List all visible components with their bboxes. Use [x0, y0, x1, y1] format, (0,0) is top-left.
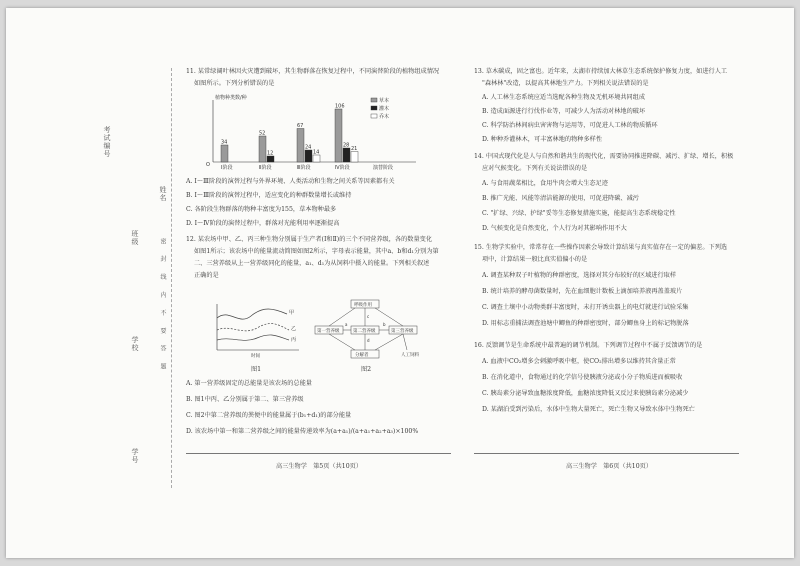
q13-option-a: A. 人工林生态系统应适当选配各种生物及无机环境共同组成 — [482, 94, 646, 101]
q15-option-b: B. 统计培养的酵母菌数量时，先在血细胞计数板上滴加培养液再盖盖玻片 — [482, 288, 683, 295]
legend-swatch — [371, 98, 377, 102]
svg-text:分解者: 分解者 — [355, 353, 369, 358]
figure-2-caption: 图2 — [361, 366, 372, 373]
bar-乔木 — [351, 152, 358, 163]
class-label: 班级 — [131, 230, 139, 246]
left-footer-rule — [186, 453, 451, 454]
seal-line-text: 密 封 线 内 不 要 答 题 — [159, 238, 166, 375]
bar-value-label: 67 — [297, 123, 304, 129]
svg-text:时间: 时间 — [251, 354, 260, 359]
bar-草本 — [221, 145, 228, 162]
q15-option-c: C. 调查土壤中小动物类群丰富度时，未打开诱虫器上的电灯就进行试验采集 — [482, 304, 689, 311]
q12-stem: 12. 某农场中甲、乙、丙三种生物分别属于生产者(Ⅰ和Ⅱ)的三个不同营养级，各的数量变化 — [186, 236, 433, 243]
q13-option-d: D. 种种乔灌林木，可丰富林地的物种多样性 — [482, 136, 603, 143]
q11-stem: 11. 某常绿阔叶林因火灾遭到破坏，其生物群落在恢复过程中，不同演替阶段的植物组成情况 — [186, 68, 440, 75]
q16-option-a: A. 血液中CO₂增多会刺激呼吸中枢，使CO₂排出增多以维持其含量正常 — [482, 358, 676, 365]
svg-text:c: c — [367, 314, 370, 319]
legend-swatch — [371, 114, 377, 118]
q12-option-b: B. 图1中丙、乙分别属于第二、第三营养级 — [186, 396, 304, 403]
q16-option-b: B. 在消化道中，食物通过的化学信号使胰液分泌或小分子物质进而被吸收 — [482, 374, 683, 381]
right-footer-rule — [474, 453, 739, 454]
q15-stem: 15. 生物学实验中，常常存在一些操作因素会导致计算结果与真实值存在一定的偏差。下列选 — [474, 244, 728, 251]
seal-line — [171, 68, 172, 488]
x-extra-label: 演替阶段 — [373, 165, 394, 170]
category-label: Ⅱ阶段 — [259, 165, 272, 170]
q11-option-c: C. 各阶段生物群落的物种丰富度为155，草本物种最多 — [186, 206, 337, 213]
svg-text:呼吸作用: 呼吸作用 — [354, 303, 372, 308]
bar-value-label: 28 — [343, 142, 350, 149]
bar-灌木 — [305, 150, 312, 162]
q12-option-d: D. 该农场中第一和第二营养级之间的能量传递效率为(a+a₁)/(a+a₁+a₂+a₃)×100% — [186, 428, 419, 435]
bar-value-label: 106 — [335, 103, 345, 110]
svg-text:第三营养级: 第三营养级 — [391, 329, 414, 334]
q12-option-c: C. 图2中第二营养级的粪便中的能量属于(b₁+d₁)的部分能量 — [186, 412, 352, 419]
name-label: 姓名 — [159, 186, 167, 202]
svg-text:乙: 乙 — [291, 326, 297, 332]
q13-option-b: B. 造成面源进行行伐作业等，可减少人为活动对林地的破坏 — [482, 108, 646, 115]
svg-text:丙: 丙 — [291, 337, 297, 343]
q12-stem-4: 正确的是 — [194, 272, 219, 279]
figure-1-caption: 图1 — [251, 366, 262, 373]
q12-stem-3: 二、三营养级从上一营养级同化的能量，a₁、d₁为从饲料中摄入的能量。下列相关叙述 — [194, 260, 430, 267]
q12-figure-1 — [211, 300, 301, 360]
q13-stem: 13. 草木碳成，固之富也。近年来，太湖市持续加大林草生态系统保护修复力度，如进行人工 — [474, 68, 728, 75]
q13-option-c: C. 科学防治林间病虫害害物与运用等，可促进人工林的物质循环 — [482, 122, 658, 129]
q12-stem-2: 如图1所示；该农场中的能量流动简图如图2所示，字母表示能量，其中a、b和d₁分别为第 — [194, 248, 439, 255]
right-page-footer: 高三生物学 第6页（共10页） — [566, 463, 653, 470]
svg-text:第一营养级: 第一营养级 — [317, 329, 340, 334]
bar-value-label: 24 — [305, 144, 312, 151]
q16-option-d: D. 某湖泊受到污染后，水体中生物大量死亡，死亡生物又导致水体中生物死亡 — [482, 406, 695, 413]
q16-stem: 16. 反馈调节是生命系统中最普遍的调节机制。下列调节过程中不属于反馈调节的是 — [474, 342, 703, 349]
q12-option-a: A. 第一营养级固定的总能量是该农场的总能量 — [186, 380, 312, 387]
bar-草本 — [335, 109, 342, 162]
exam-number-label: 考试编号 — [103, 126, 111, 158]
svg-text:a: a — [345, 322, 348, 327]
q14-option-c: C. "扩绿、兴绿、护绿"妥等生态修复措施实施，能提高生态系统稳定性 — [482, 210, 676, 217]
q11-bar-chart — [201, 90, 431, 170]
bar-乔木 — [313, 155, 320, 162]
svg-text:d: d — [367, 338, 370, 343]
bar-灌木 — [267, 156, 274, 162]
q12-figure-2 — [311, 296, 431, 364]
legend-label: 乔木 — [379, 114, 390, 120]
svg-text:b: b — [383, 322, 386, 327]
q14-option-d: D. 气候变化是自然变化，个人行为对其影响作用不大 — [482, 225, 627, 232]
left-page-footer: 高三生物学 第5页（共10页） — [276, 463, 363, 470]
svg-text:甲: 甲 — [289, 310, 295, 316]
q15-option-a: A. 调查某种双子叶植物的种群密度，选择对其分布较好的区域进行取样 — [482, 272, 677, 279]
chart-y-label: 植物种类数/种 — [215, 95, 247, 101]
bar-灌木 — [343, 148, 350, 162]
bar-value-label: 52 — [259, 130, 266, 137]
legend-label: 草本 — [379, 98, 390, 104]
q14-stem-2: 应对气候变化。下列有关说法错误的是 — [482, 165, 588, 172]
bar-草本 — [259, 136, 266, 162]
q11-option-a: A. Ⅰ～Ⅲ阶段的演替过程与外界环境、人类活动和生物之间关系等因素都有关 — [186, 178, 395, 185]
student-number-label: 学号 — [131, 448, 139, 464]
q14-option-b: B. 推广光能、风能等清洁能源的使用，可促进降碳、减污 — [482, 195, 639, 202]
category-label: Ⅰ阶段 — [221, 165, 233, 170]
bar-value-label: 21 — [351, 146, 358, 152]
q11-stem-2: 如图所示。下列分析错误的是 — [194, 80, 275, 87]
q11-option-b: B. Ⅰ～Ⅲ阶段的演替过程中，适应变化的种群数量增长或维持 — [186, 192, 352, 199]
category-label: Ⅲ阶段 — [297, 165, 311, 170]
bar-value-label: 34 — [221, 139, 228, 146]
q13-stem-2: "森林林"改造，以提高其林地生产力。下列相关说法错误的是 — [482, 80, 649, 87]
school-label: 学校 — [131, 336, 139, 352]
q11-option-d: D. Ⅰ～Ⅳ阶段的演替过程中，群落对光能利用率逐渐提高 — [186, 220, 340, 227]
bar-value-label: 12 — [267, 150, 274, 157]
legend-label: 灌木 — [379, 106, 390, 112]
q14-option-a: A. 与食用蔬菜相比，食用牛肉会增大生态足迹 — [482, 180, 608, 187]
bar-value-label: 14 — [313, 149, 320, 156]
bar-草本 — [297, 129, 304, 163]
q16-option-c: C. 胰岛素分泌导致血糖浓度降低，血糖浓度降低又反过来使胰岛素分泌减少 — [482, 390, 689, 397]
svg-text:O: O — [206, 162, 210, 168]
svg-text:人工饲料: 人工饲料 — [401, 353, 419, 358]
svg-text:第二营养级: 第二营养级 — [353, 329, 376, 334]
q15-option-d: D. 用标志重捕法调查池塘中鲫鱼的种群密度时，部分鲫鱼身上的标记物脱落 — [482, 320, 689, 327]
q15-stem-2: 项中，计算结果一般比真实值偏小的是 — [482, 256, 588, 263]
category-label: Ⅳ阶段 — [335, 165, 350, 170]
legend-swatch — [371, 106, 377, 110]
exam-page — [6, 8, 794, 558]
q14-stem: 14. 中国式现代化是人与自然和谐共生的现代化，需要协同推进降碳、减污、扩绿、增长，积极 — [474, 153, 734, 160]
